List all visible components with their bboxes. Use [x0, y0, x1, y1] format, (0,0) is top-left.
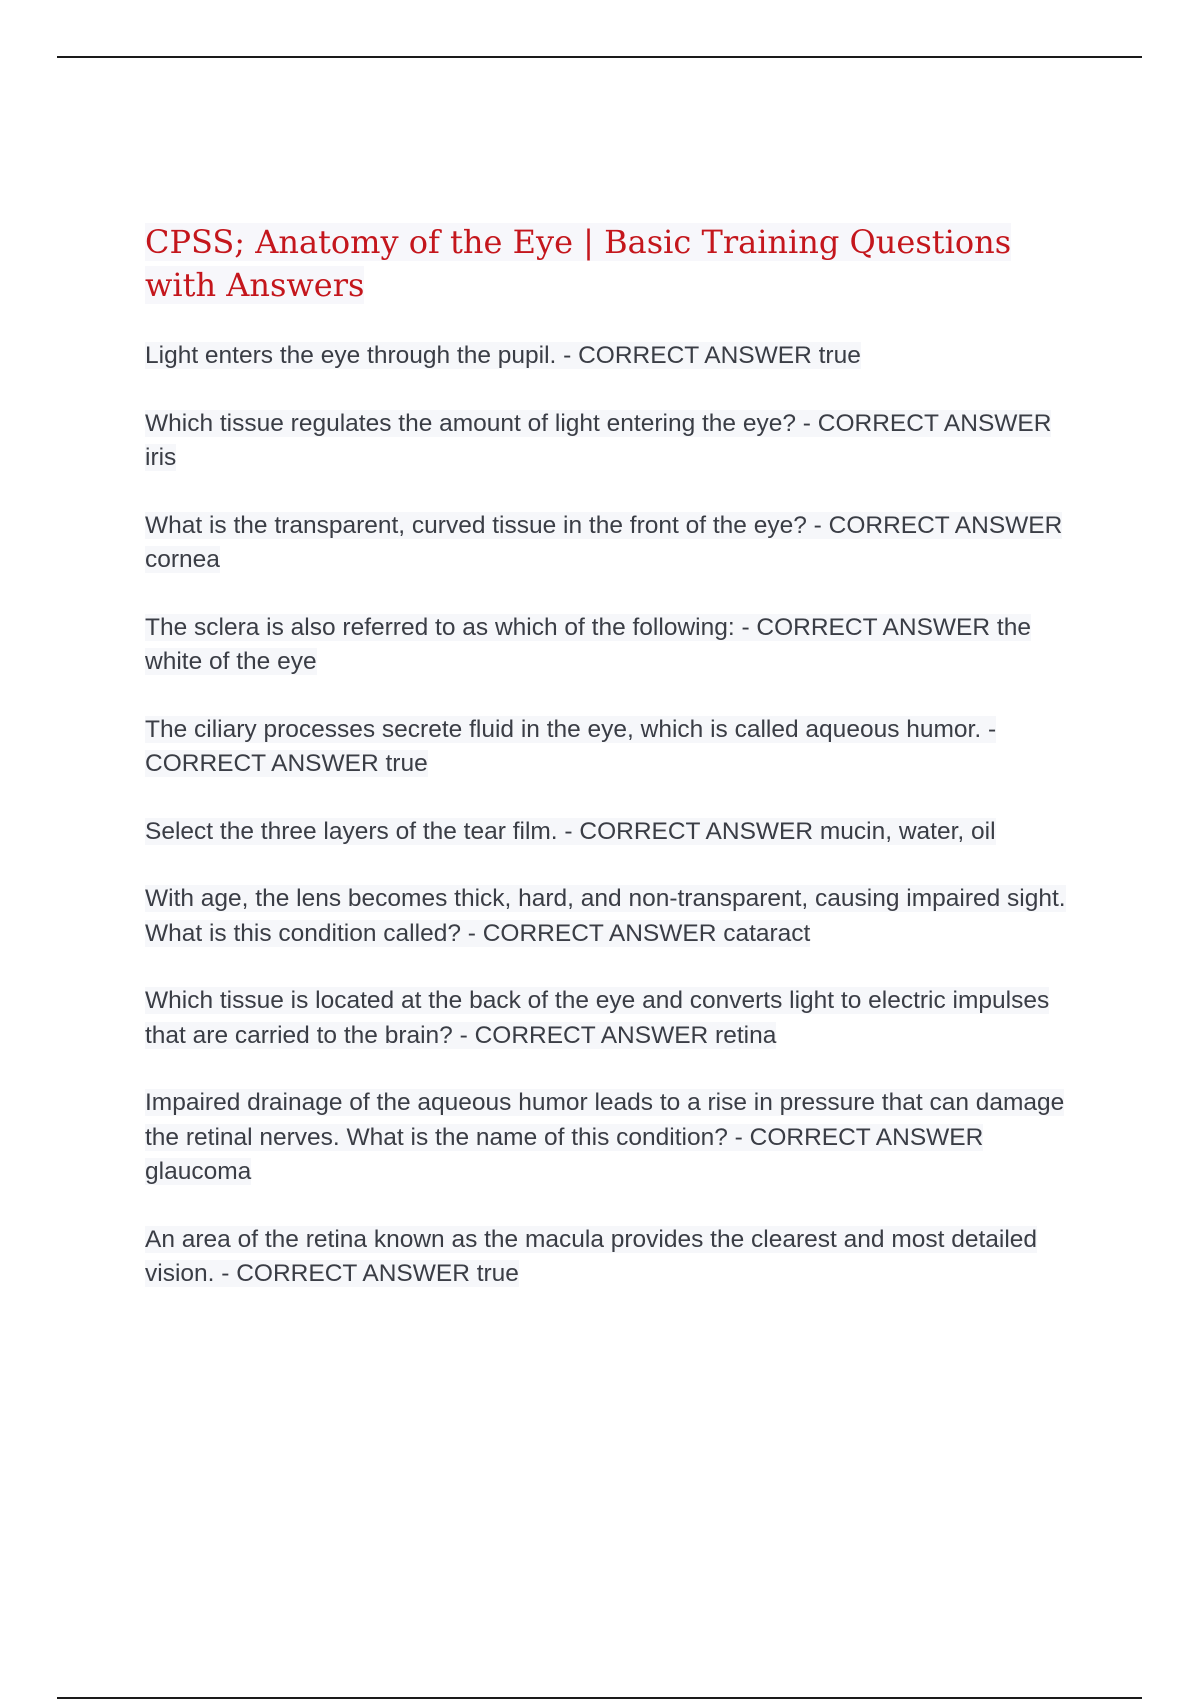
footer-rule [57, 1697, 1142, 1699]
qa-item: The sclera is also referred to as which of the following: - CORRECT ANSWER the white of the eye [145, 613, 1031, 675]
qa-item: With age, the lens becomes thick, hard, and non-transparent, causing impaired sight. What is this condition called? - CORRECT ANSWER cataract [145, 885, 1066, 947]
header-rule [57, 56, 1142, 58]
qa-item: Light enters the eye through the pupil. - CORRECT ANSWER true [145, 342, 861, 369]
qa-item: Impaired drainage of the aqueous humor leads to a rise in pressure that can damage the retinal nerves. What is the name of this condition? - CORRECT ANSWER glaucoma [145, 1089, 1065, 1185]
document-title: CPSS; Anatomy of the Eye | Basic Training Questions with Answers [145, 223, 1012, 304]
qa-item: Which tissue is located at the back of the eye and converts light to electric impulses that are carried to the brain? - CORRECT ANSWER retina [145, 987, 1050, 1049]
document-body [145, 221, 1085, 1325]
qa-item: Select the three layers of the tear film. - CORRECT ANSWER mucin, water, oil [145, 817, 996, 845]
qa-item: Which tissue regulates the amount of light entering the eye? - CORRECT ANSWER iris [145, 409, 1052, 471]
qa-item: The ciliary processes secrete fluid in the eye, which is called aqueous humor. - CORRECT ANSWER true [145, 715, 997, 777]
qa-list [145, 339, 1085, 1292]
qa-item: What is the transparent, curved tissue in the front of the eye? - CORRECT ANSWER cornea [145, 511, 1063, 573]
qa-item: An area of the retina known as the macula provides the clearest and most detailed vision. - CORRECT ANSWER true [145, 1225, 1038, 1287]
